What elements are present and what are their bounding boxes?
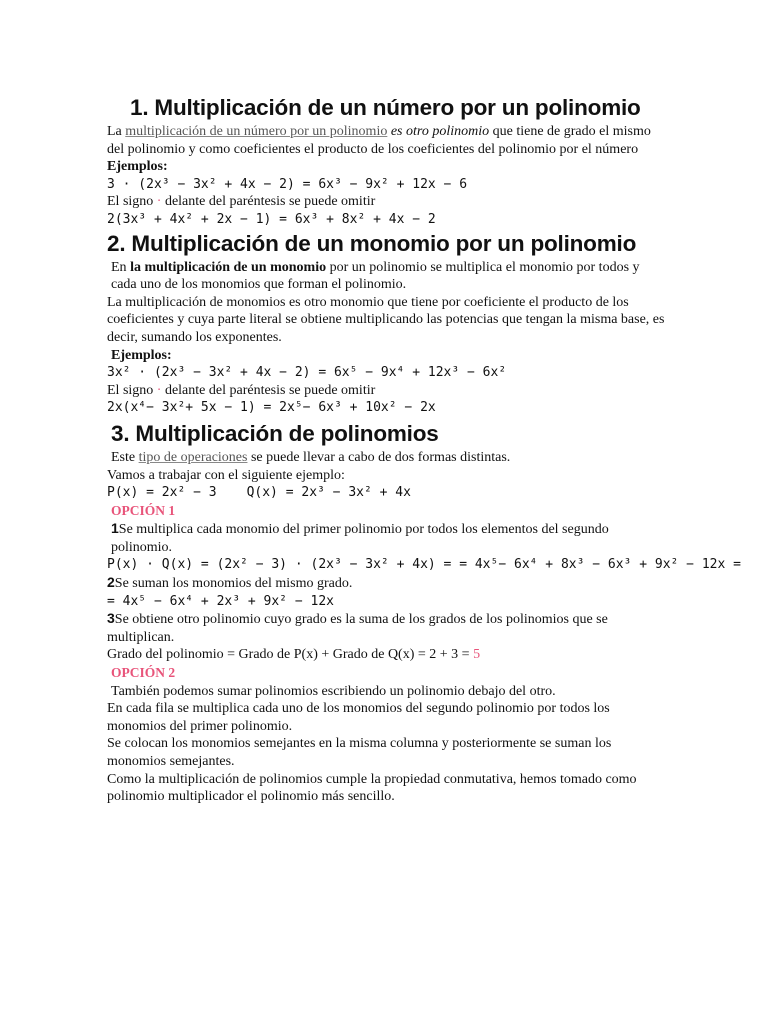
step1-number: 1 [111,520,119,537]
section2-sign-note: El signo · delante del paréntesis se puede omitir [107,382,376,398]
section1-examples-label: Ejemplos: [107,159,168,175]
polynomial-definitions [107,484,667,502]
section2-para2: La multiplicación de monomios es otro monomio que tiene por coeficiente el producto de los coeficientes y cuya parte literal se obtiene multiplicando las potencias que tengan la misma base, es decir, sumando los exponentes. [107,294,665,345]
q-definition: Q(x) = 2x³ − 3x² + 4x [246,485,411,501]
section2-intro-bold: la multiplicación de un monomio [130,259,327,275]
section3-heading: 3. Multiplicación de polinomios [111,420,439,446]
option1-step1: 1Se multiplica cada monomio del primer polinomio por todos los elementos del segundo polinomio. [111,520,609,555]
section2-heading: 2. Multiplicación de un monomio por un polinomio [107,230,637,256]
section2-example2: 2x(x⁴− 3x²+ 5x − 1) = 2x⁵− 6x³ + 10x² − 2x [107,400,436,416]
section1-example2: 2(3x³ + 4x² + 2x − 1) = 6x³ + 8x² + 4x − 2 [107,211,436,227]
section2-intro: En la multiplicación de un monomio por un polinomio se multiplica el monomio por todos y cada uno de los monomios que forman el polinomio. [111,259,640,293]
step3-number: 3 [107,610,115,627]
step2-number: 2 [107,574,115,591]
option1-step2: 2Se suman los monomios del mismo grado. [107,574,353,592]
grade-result: 5 [473,647,481,663]
option1-label: OPCIÓN 1 [111,502,176,518]
p-definition: P(x) = 2x² − 3 [107,485,217,501]
section3-example-intro: Vamos a trabajar con el siguiente ejemplo: [107,467,345,483]
section1-intro-italic: es otro polinomio [387,124,490,139]
section2-examples-label: Ejemplos: [111,347,172,363]
option2-label: OPCIÓN 2 [111,665,176,681]
section3-intro-link[interactable]: tipo de operaciones [138,449,248,465]
section1-intro-pre: La [107,124,126,139]
section1-intro [107,123,667,158]
option1-grade: Grado del polinomio = Grado de P(x) + Grado de Q(x) = 2 + 3 = 5 [107,647,481,663]
option2-para2: En cada fila se multiplica cada uno de los monomios del segundo polinomio por todos los monomios del primer polinomio. [107,701,610,734]
section1-intro-rest: que tiene de grado el mismo del polinomio y como coeficientes el producto de los coeficientes del polinomio por el número [107,124,651,157]
option1-step2-formula: = 4x⁵ − 6x⁴ + 2x³ + 9x² − 12x [107,593,334,609]
section3-intro: Este tipo de operaciones se puede llevar a cabo de dos formas distintas. [111,449,511,465]
sign-dot: · [156,194,162,210]
option2-para3: Se colocan los monomios semejantes en la misma columna y posteriormente se suman los monomios semejantes. [107,736,612,769]
option2-para1: También podemos sumar polinomios escribiendo un polinomio debajo del otro. [111,683,556,699]
option2-para4: Como la multiplicación de polinomios cumple la propiedad conmutativa, hemos tomado como polinomio multiplicador el polinomio más sencillo. [107,771,637,805]
document-page [107,88,741,806]
option1-step3: 3Se obtiene otro polinomio cuyo grado es la suma de los grados de los polinomios que se multiplican. [107,610,608,645]
section1-example1: 3 · (2x³ − 3x² + 4x − 2) = 6x³ − 9x² + 12x − 6 [107,176,468,192]
section2-example1: 3x² · (2x³ − 3x² + 4x − 2) = 6x⁵ − 9x⁴ + 12x³ − 6x² [107,365,507,381]
option1-step1-formula: P(x) · Q(x) = (2x² − 3) · (2x³ − 3x² + 4x) = = 4x⁵− 6x⁴ + 8x³ − 6x³ + 9x² − 12x = [107,557,741,573]
sign-dot: · [156,382,162,398]
section1-sign-note: El signo · delante del paréntesis se puede omitir [107,194,376,210]
section1-intro-link[interactable]: multiplicación de un número por un polinomio [125,124,388,139]
section1-heading: 1. Multiplicación de un número por un polinomio [130,95,641,120]
